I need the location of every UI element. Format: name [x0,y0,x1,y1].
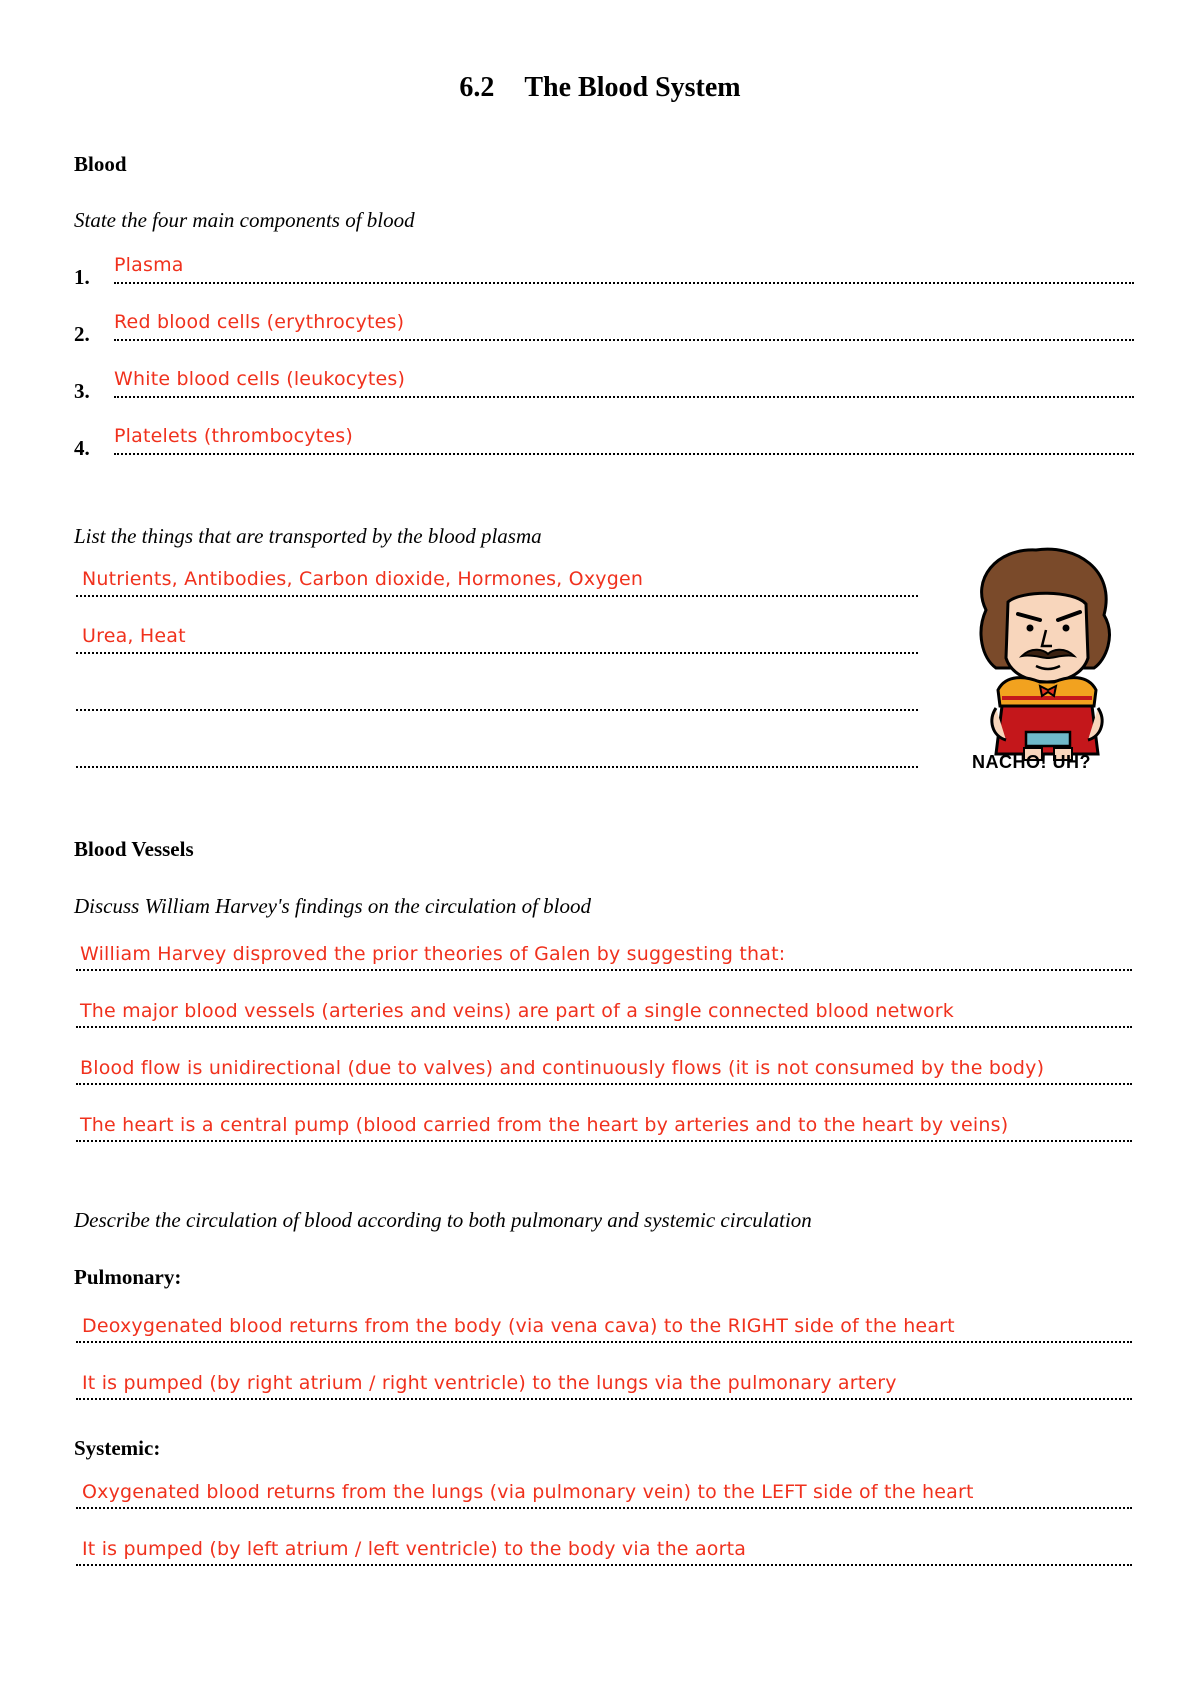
answer-line [76,969,1132,971]
section-title: The Blood System [524,72,741,103]
plasma-answer-2: Urea, Heat [82,625,186,647]
page-title [0,72,1200,104]
answer-line [76,1564,1132,1566]
component-number-1: 1. [74,265,90,289]
circulation-prompt: Describe the circulation of blood according to both pulmonary and systemic circulation [74,1208,812,1232]
harvey-answer-1: William Harvey disproved the prior theories of Galen by suggesting that: [80,943,786,965]
plasma-prompt: List the things that are transported by the blood plasma [74,524,542,548]
nacho-cartoon-image [966,540,1126,780]
component-answer-2: Red blood cells (erythrocytes) [114,311,405,333]
harvey-answer-2: The major blood vessels (arteries and veins) are part of a single connected blood network [80,1000,954,1022]
blood-heading: Blood [74,152,127,176]
systemic-label: Systemic: [74,1436,161,1460]
component-answer-1: Plasma [114,254,184,276]
blood-vessels-heading: Blood Vessels [74,837,194,861]
answer-line [76,1398,1132,1400]
pulmonary-label: Pulmonary: [74,1265,182,1289]
systemic-answer-2: It is pumped (by left atrium / left ventricle) to the body via the aorta [82,1538,747,1560]
component-answer-4: Platelets (thrombocytes) [114,425,353,447]
section-number: 6.2 [459,72,495,103]
answer-line [76,1507,1132,1509]
answer-line [76,766,918,768]
component-number-4: 4. [74,436,90,460]
pulmonary-answer-2: It is pumped (by right atrium / right ventricle) to the lungs via the pulmonary artery [82,1372,897,1394]
answer-line [76,1140,1132,1142]
answer-line [76,652,918,654]
systemic-answer-1: Oxygenated blood returns from the lungs (via pulmonary vein) to the LEFT side of the heart [82,1481,974,1503]
component-answer-3: White blood cells (leukocytes) [114,368,406,390]
plasma-answer-1: Nutrients, Antibodies, Carbon dioxide, Hormones, Oxygen [82,568,644,590]
blood-components-prompt: State the four main components of blood [74,208,415,232]
answer-line [114,339,1134,341]
component-number-2: 2. [74,322,90,346]
answer-line [114,396,1134,398]
answer-line [76,1083,1132,1085]
harvey-answer-4: The heart is a central pump (blood carried from the heart by arteries and to the heart by veins) [80,1114,1009,1136]
cartoon-caption: NACHO! UH? [972,752,1091,772]
answer-line [76,595,918,597]
answer-line [76,709,918,711]
pulmonary-answer-1: Deoxygenated blood returns from the body (via vena cava) to the RIGHT side of the heart [82,1315,955,1337]
answer-line [76,1341,1132,1343]
harvey-prompt: Discuss William Harvey's findings on the circulation of blood [74,894,592,918]
answer-line [76,1026,1132,1028]
harvey-answer-3: Blood flow is unidirectional (due to valves) and continuously flows (it is not consumed by the body) [80,1057,1045,1079]
component-number-3: 3. [74,379,90,403]
answer-line [114,282,1134,284]
answer-line [114,453,1134,455]
